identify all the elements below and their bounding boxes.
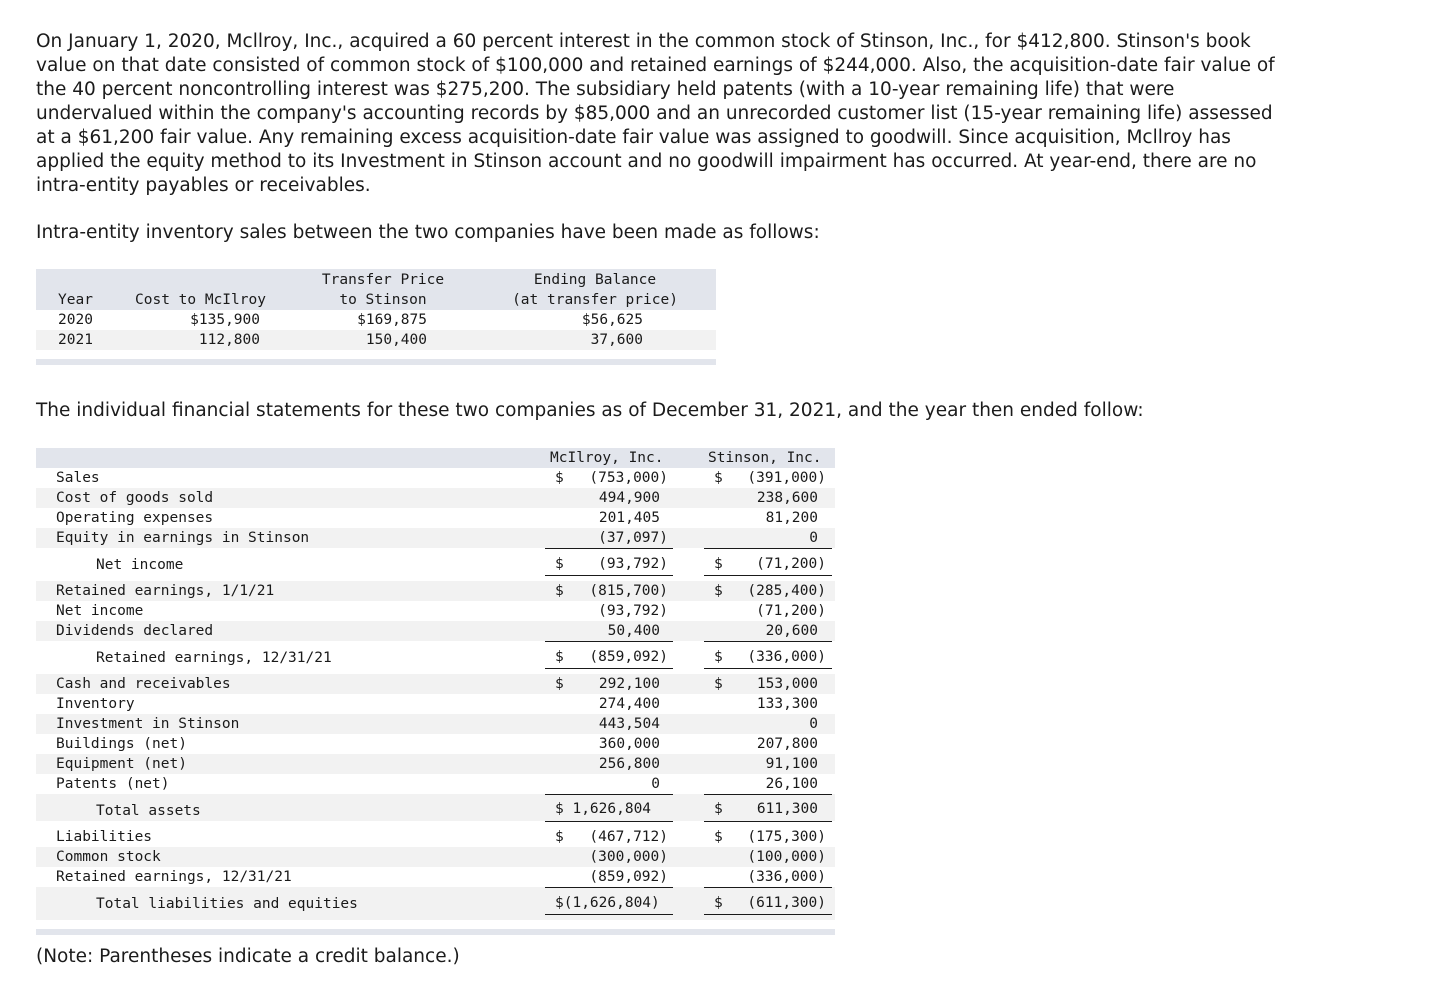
subtotal-rule — [704, 887, 832, 888]
subtotal-rule — [545, 548, 673, 549]
stinson-value: (391,000) — [747, 470, 826, 486]
mcilroy-value: 0 — [651, 776, 660, 792]
mcilroy-value: 360,000 — [598, 736, 660, 752]
mcilroy-value: (859,092) — [589, 869, 668, 885]
stinson-value: (71,200) — [756, 603, 826, 619]
mcilroy-value: 292,100 — [598, 676, 660, 692]
stinson-value: 207,800 — [756, 736, 818, 752]
row-label: Investment in Stinson — [56, 716, 240, 732]
subtotal-rule — [545, 641, 673, 642]
mcilroy-value: 274,400 — [598, 696, 660, 712]
row-year: 2021 — [58, 332, 93, 348]
row-transfer: 150,400 — [365, 332, 427, 348]
stinson-value: (175,300) — [747, 829, 826, 845]
mcilroy-value: $(1,626,804) — [555, 895, 660, 911]
inventory-table-footer-band — [36, 359, 716, 365]
total-rule — [704, 821, 832, 822]
row-ending: $56,625 — [581, 312, 643, 328]
row-cost: 112,800 — [198, 332, 260, 348]
total-rule — [545, 668, 673, 669]
stinson-currency: $ — [714, 895, 723, 911]
row-cost: $135,900 — [190, 312, 260, 328]
row-label: Buildings (net) — [56, 736, 187, 752]
stinson-value: (71,200) — [756, 556, 826, 572]
mcilroy-currency: $ — [555, 829, 564, 845]
mcilroy-value: 201,405 — [598, 510, 660, 526]
stinson-currency: $ — [714, 801, 723, 817]
row-year: 2020 — [58, 312, 93, 328]
mcilroy-currency: $ — [555, 470, 564, 486]
mcilroy-value: (93,792) — [598, 556, 668, 572]
stinson-value: 0 — [809, 530, 818, 546]
mcilroy-currency: $ — [555, 556, 564, 572]
problem-intro-paragraph: On January 1, 2020, Mcllroy, Inc., acquired a 60 percent interest in the common stock of Stinson, Inc., for $412,800. Stinson's book value on that date consisted of common stock of $100,000 and retained earnings of $244,000. Also, the acquisition-date fair value of the 40 percent noncontrolling interest was $275,200. The subsidiary held patents (with a 10-year remaining life) that were undervalued within the company's accounting records by $85,000 and an unrecorded customer list (15-year remaining life) assessed at a $61,200 fair value. Any remaining excess acquisition-date fair value was assigned to goodwill. Since acquisition, Mcllroy has applied the equity method to its Investment in Stinson account and no goodwill impairment has occurred. At year-end, there are no intra-entity payables or receivables. — [36, 31, 1275, 196]
mcilroy-value: (300,000) — [589, 849, 668, 865]
mcilroy-value: (93,792) — [598, 603, 668, 619]
subtotal-rule — [545, 794, 673, 795]
header-at-transfer-price: (at transfer price) — [512, 292, 678, 308]
mcilroy-value: (37,097) — [598, 530, 668, 546]
mcilroy-value: (753,000) — [589, 470, 668, 486]
row-label: Retained earnings, 12/31/21 — [96, 650, 332, 666]
stinson-value: 81,200 — [765, 510, 818, 526]
stinson-value: (336,000) — [747, 869, 826, 885]
row-label: Common stock — [56, 849, 161, 865]
header-ending-balance: Ending Balance — [533, 272, 657, 288]
stinson-value: 20,600 — [765, 623, 818, 639]
header-cost: Cost to McIlroy — [135, 292, 266, 308]
mcilroy-value: $ 1,626,804 — [555, 801, 652, 817]
intra-entity-sentence: Intra-entity inventory sales between the two companies have been made as follows: — [36, 222, 820, 243]
row-label: Retained earnings, 1/1/21 — [56, 583, 275, 599]
mcilroy-value: 256,800 — [598, 756, 660, 772]
row-label: Dividends declared — [56, 623, 214, 639]
subtotal-rule — [704, 548, 832, 549]
subtotal-rule — [704, 641, 832, 642]
row-label: Net income — [96, 557, 184, 573]
stinson-value: (100,000) — [747, 849, 826, 865]
row-label: Liabilities — [56, 829, 153, 845]
subtotal-rule — [704, 794, 832, 795]
stinson-currency: $ — [714, 583, 723, 599]
mcilroy-currency: $ — [555, 676, 564, 692]
mcilroy-currency: $ — [555, 649, 564, 665]
header-year: Year — [58, 292, 93, 308]
statements-sentence: The individual financial statements for these two companies as of December 31, 2021, and the year then ended follow: — [36, 400, 1144, 421]
stinson-value: 0 — [809, 716, 818, 732]
row-label: Total liabilities and equities — [96, 896, 358, 912]
row-label: Operating expenses — [56, 510, 214, 526]
statements-footer-band — [36, 929, 835, 935]
col-header-mcilroy: McIlroy, Inc. — [550, 450, 664, 466]
total-rule — [704, 914, 832, 915]
stinson-value: 238,600 — [756, 490, 818, 506]
row-transfer: $169,875 — [357, 312, 427, 328]
mcilroy-value: (815,700) — [589, 583, 668, 599]
row-label: Net income — [56, 603, 144, 619]
total-rule — [545, 821, 673, 822]
header-to-stinson: to Stinson — [339, 292, 427, 308]
total-rule — [545, 914, 673, 915]
row-label: Total assets — [96, 803, 201, 819]
mcilroy-value: 50,400 — [607, 623, 660, 639]
stinson-currency: $ — [714, 649, 723, 665]
subtotal-rule — [545, 887, 673, 888]
row-label: Inventory — [56, 696, 135, 712]
stinson-value: 133,300 — [756, 696, 818, 712]
total-rule — [704, 668, 832, 669]
stinson-currency: $ — [714, 676, 723, 692]
mcilroy-value: 443,504 — [598, 716, 660, 732]
stinson-value: 611,300 — [756, 801, 818, 817]
mcilroy-value: (859,092) — [589, 649, 668, 665]
header-transfer-price: Transfer Price — [321, 272, 445, 288]
row-label: Patents (net) — [56, 776, 170, 792]
row-label: Equity in earnings in Stinson — [56, 530, 310, 546]
stinson-currency: $ — [714, 470, 723, 486]
credit-balance-note: (Note: Parentheses indicate a credit balance.) — [36, 946, 460, 967]
row-label: Retained earnings, 12/31/21 — [56, 869, 292, 885]
row-label: Sales — [56, 470, 100, 486]
stinson-value: (336,000) — [747, 649, 826, 665]
stinson-value: (611,300) — [747, 895, 826, 911]
stinson-currency: $ — [714, 829, 723, 845]
mcilroy-value: (467,712) — [589, 829, 668, 845]
stinson-value: 91,100 — [765, 756, 818, 772]
row-label: Cash and receivables — [56, 676, 231, 692]
mcilroy-value: 494,900 — [598, 490, 660, 506]
stinson-currency: $ — [714, 556, 723, 572]
row-label: Equipment (net) — [56, 756, 187, 772]
mcilroy-currency: $ — [555, 583, 564, 599]
row-label: Cost of goods sold — [56, 490, 214, 506]
stinson-value: 26,100 — [765, 776, 818, 792]
col-header-stinson: Stinson, Inc. — [708, 450, 822, 466]
row-ending: 37,600 — [590, 332, 643, 348]
stinson-value: (285,400) — [747, 583, 826, 599]
total-rule — [545, 575, 673, 576]
total-rule — [704, 575, 832, 576]
stinson-value: 153,000 — [756, 676, 818, 692]
